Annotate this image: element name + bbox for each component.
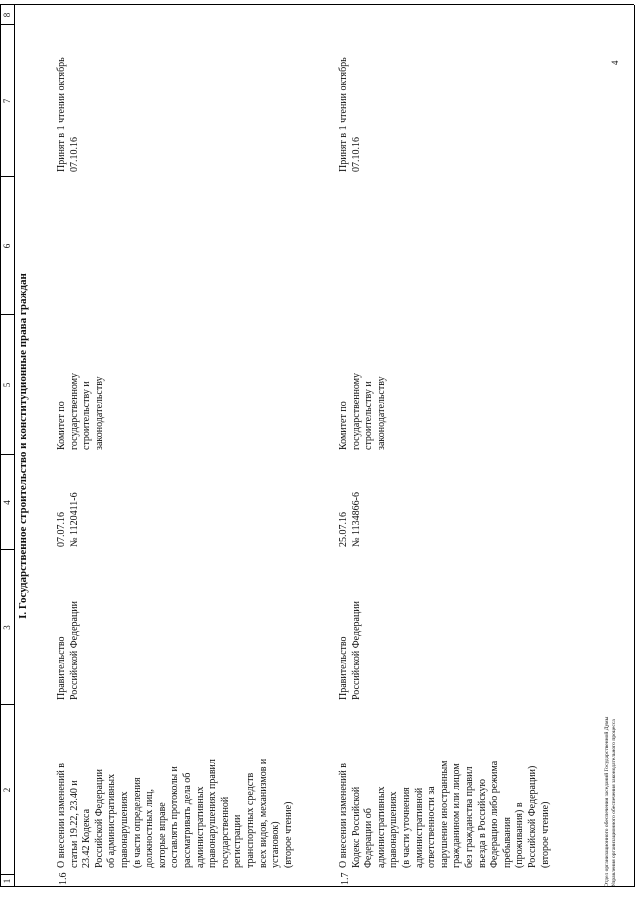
page-number: 4: [610, 60, 620, 65]
column-number: 8: [2, 12, 12, 18]
row-1-6-date-number: 07.07.16 № 1120411-6: [56, 492, 80, 547]
row-1-7-status: Принят в 1 чтении октябрь 07.10.16: [338, 57, 362, 172]
column-number: 5: [2, 382, 12, 388]
row-1-7-date-number: 25.07.16 № 1134866-6: [338, 492, 362, 547]
table-end-border: [0, 4, 634, 5]
row-number-1-6: 1.6: [58, 872, 69, 885]
column-number-row-border: [14, 5, 15, 887]
row-1-6-initiator: Правительство Российской Федерации: [56, 600, 80, 700]
column-number: 6: [2, 243, 12, 249]
column-number: 2: [2, 787, 12, 793]
row-1-7-title: О внесении изменений в Кодекс Российской Федерации об административных правонарушениях (в части уточнения административной ответственности за нарушение иностранным гражданином или лицом без гражданства правил въезда в Российскую Федерацию либо режима пребывания (проживания) в Российской Федерации) (второе чтение): [338, 760, 551, 868]
column-number: 4: [2, 500, 12, 505]
table-right-border: [634, 5, 635, 887]
section-title: I. Государственное строительство и конституционные права граждан: [17, 273, 29, 619]
table-top-border: [0, 5, 1, 887]
column-number: 7: [2, 98, 12, 104]
column-number: 3: [2, 625, 12, 630]
row-1-6-committee: Комитет по государственному строительству и законодательству: [56, 372, 105, 450]
row-1-7-initiator: Правительство Российской Федерации: [338, 600, 362, 700]
table-left-border: [0, 886, 634, 887]
column-number: 1: [2, 878, 12, 884]
row-1-7-committee: Комитет по государственному строительству и законодательству: [338, 372, 387, 450]
footer-text: Отдел организационного обеспечения заседаний Государственной Думы Управления организационного обеспечения законодательного процесса: [604, 716, 617, 887]
row-1-6-status: Принят в 1 чтении октябрь 07.10.16: [56, 57, 80, 172]
row-number-1-7: 1.7: [340, 872, 351, 885]
row-1-6-title: О внесении изменений в статьи 19.22, 23.40 и 23.42 Кодекса Российской Федерации об административных правонарушениях (в части определения должностных лиц, которые вправе составлять протоколы и рассматривать дела об административных правонарушениях правил государственной регистрации транспортных средств всех видов, механизмов и установок) (второе чтение): [56, 758, 294, 868]
